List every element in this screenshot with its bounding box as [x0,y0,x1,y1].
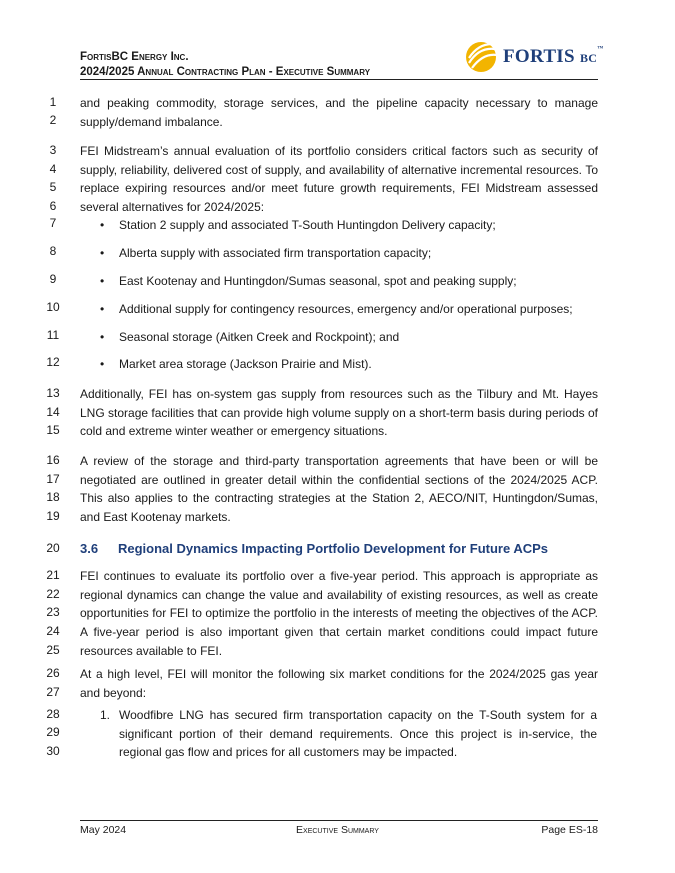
paragraph: FEI continues to evaluate its portfolio over a five-year period. This approach is appropriate as regional dynamics can change the value and availability of existing resources, as well as create opportunities for FEI to optimize the portfolio in the interests of meeting the objectives of the ACP. A five-year period is also important given that certain market conditions could impact future resources available to FEI. [80,569,598,658]
line-number: 2 [49,113,57,127]
bullet-icon: • [100,274,105,288]
bullet-icon: • [100,330,105,344]
page-number: Page ES-18 [541,824,598,836]
logo-suffix: BC [579,51,598,65]
line-number: 30 [46,744,60,758]
logo-trademark: ™ [597,46,604,52]
list-number: 1. [100,708,111,722]
line-number: 23 [46,605,60,619]
section-title: Regional Dynamics Impacting Portfolio Development for Future ACPs [118,541,549,556]
line-number: 7 [49,216,57,230]
line-number: 27 [46,685,60,699]
line-number: 14 [46,405,60,419]
fortisbc-logo [465,40,604,74]
line-number: 26 [46,666,60,680]
line-number: 24 [46,624,60,638]
line-number: 10 [46,300,60,314]
line-number: 1 [49,95,57,109]
paragraph: At a high level, FEI will monitor the following six market conditions for the 2024/2025 gas year and beyond: [80,667,598,700]
line-number: 6 [49,199,57,213]
line-number: 25 [46,643,60,657]
line-number: 11 [46,328,60,342]
company-name: FortisBC Energy Inc. [80,51,189,63]
line-number: 12 [46,355,60,369]
line-number: 16 [46,453,60,467]
footer-divider [80,820,598,821]
line-number: 28 [46,707,60,721]
logo-text: FORTIS [503,46,575,67]
list-text: Woodfibre LNG has secured firm transportation capacity on the T-South system for a significant portion of their demand requirements. Once this project is in-service, the regional gas flow and prices for all customers may be impacted. [119,708,597,760]
section-heading [80,541,548,556]
flame-logo-icon [465,41,501,73]
line-number: 15 [46,423,60,437]
document-header [80,50,370,80]
paragraph: FEI Midstream’s annual evaluation of its portfolio considers critical factors such as security of supply, reliability, delivered cost of supply, and availability of alternative incremental resources. To replace expiring resources and/or meet future growth requirements, FEI Midstream assessed several alternatives for 2024/2025: [80,144,598,215]
line-number: 29 [46,725,60,739]
line-number: 22 [46,587,60,601]
bullet-icon: • [100,302,105,316]
line-number: 19 [46,509,60,523]
line-number: 20 [46,541,60,555]
line-number: 5 [49,180,57,194]
bullet-icon: • [100,357,105,371]
line-number: 17 [46,472,60,486]
footer-date: May 2024 [80,824,127,836]
logo-wordmark [503,46,604,68]
line-number: 4 [49,162,57,176]
paragraph: A review of the storage and third-party transportation agreements that have been or will be negotiated are outlined in greater detail within the confidential sections of the 2024/2025 ACP. This also applies to the contracting strategies at the Station 2, AECO/NIT, Huntingdon/Sumas, and East Kootenay markets. [80,454,598,525]
footer-section: Executive Summary [296,824,379,836]
paragraph: and peaking commodity, storage services, and the pipeline capacity necessary to manage supply/demand imbalance. [80,96,598,129]
line-number: 21 [46,568,60,582]
line-number: 8 [49,244,57,258]
line-number: 13 [46,386,60,400]
line-number: 18 [46,490,60,504]
bullet-icon: • [100,218,105,232]
line-number: 3 [49,143,57,157]
paragraph: Additionally, FEI has on-system gas supply from resources such as the Tilbury and Mt. Hayes LNG storage facilities that can provide high volume supply on a short-term basis during periods of cold and extreme winter weather or emergency situations. [80,387,598,439]
section-number: 3.6 [80,541,99,556]
bullet-icon: • [100,246,105,260]
document-title: 2024/2025 Annual Contracting Plan - Executive Summary [80,66,371,78]
header-divider [80,79,598,80]
line-number: 9 [49,272,57,286]
